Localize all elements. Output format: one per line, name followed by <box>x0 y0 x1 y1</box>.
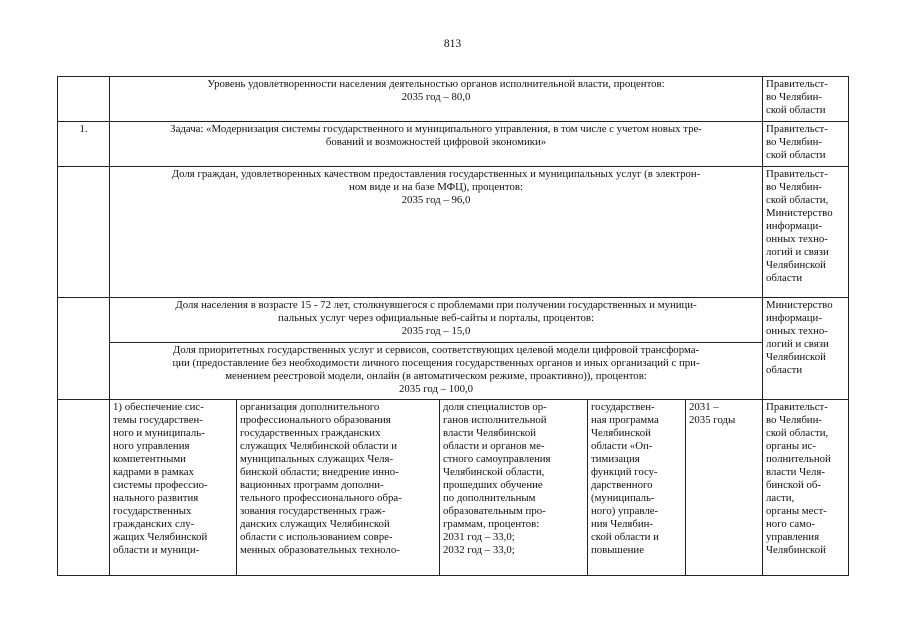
table-row <box>58 77 849 122</box>
table-row <box>58 122 849 167</box>
row-number-cell: 1. <box>58 122 110 167</box>
indicator-cell: Уровень удовлетворенности населения деятельностью органов исполнительной власти, процентов: 2035 год – 80,0 <box>110 77 763 122</box>
indicator-cell: Доля граждан, удовлетворенных качеством предоставления государственных и муниципальных услуг (в электрон- ном виде и на базе МФЦ), процентов: 2035 год – 96,0 <box>110 167 763 298</box>
responsible-cell: Правительст- во Челябин- ской области, Министерство информаци- онных техно- логий и связи Челябинской области <box>763 167 849 298</box>
strategy-table <box>57 76 849 576</box>
page-number: 813 <box>443 38 462 50</box>
table-row <box>58 400 849 576</box>
measure-indicator-cell: доля специалистов ор- ганов исполнительной власти Челябинской области и органов ме- стного самоуправления Челябинской области, прошедших обучение по дополнительным образовательным про- граммам, процентов: 2031 год – 33,0; 2032 год – 33,0; <box>440 400 588 576</box>
measure-content-cell: организация дополнительного профессионального образования государственных гражданских служащих Челябинской области и муниципальных служащих Челя- бинской области; внедрение инно- вационных программ дополни- тельного профессионального обра- зования государственных граж- данских служащих Челябинской области с использованием совре- менных образовательных техноло- <box>237 400 440 576</box>
row-number-cell <box>58 77 110 122</box>
row-number-cell <box>58 167 110 298</box>
task-cell: Задача: «Модернизация системы государственного и муниципального управления, в том числе с учетом новых тре- бований и возможностей цифровой экономики» <box>110 122 763 167</box>
measure-period-cell: 2031 – 2035 годы <box>686 400 763 576</box>
table-row <box>58 343 849 400</box>
responsible-cell: Правительст- во Челябин- ской области <box>763 77 849 122</box>
indicator-cell: Доля населения в возрасте 15 - 72 лет, столкнувшегося с проблемами при получении государственных и муници- пальных услуг через официальные веб-сайты и порталы, процентов: 2035 год – 15,0 <box>110 298 763 343</box>
table-row <box>58 167 849 298</box>
table-row <box>58 298 849 343</box>
responsible-cell: Правительст- во Челябин- ской области, органы ис- полнительной власти Челя- бинской об- ласти, органы мест- ного само- управления Челябинской <box>763 400 849 576</box>
responsible-cell: Правительст- во Челябин- ской области <box>763 122 849 167</box>
responsible-cell: Министерство информаци- онных техно- логий и связи Челябинской области <box>763 298 849 400</box>
indicator-cell: Доля приоритетных государственных услуг и сервисов, соответствующих целевой модели цифровой трансформа- ции (предоставление без необходимости личного посещения государственных органов и иных организаций с при- менением реестровой модели, онлайн (в автоматическом режиме, проактивно)), процентов: 2035 год – 100,0 <box>110 343 763 400</box>
row-number-cell <box>58 298 110 400</box>
measure-program-cell: государствен- ная программа Челябинской области «Оп- тимизация функций госу- дарственного (муниципаль- ного) управле- ния Челябин- ской области и повышение <box>588 400 686 576</box>
row-number-cell <box>58 400 110 576</box>
measure-name-cell: 1) обеспечение сис- темы государствен- ного и муниципаль- ного управления компетентными кадрами в рамках системы профессио- нального развития государственных гражданских слу- жащих Челябинской области и муници- <box>110 400 237 576</box>
